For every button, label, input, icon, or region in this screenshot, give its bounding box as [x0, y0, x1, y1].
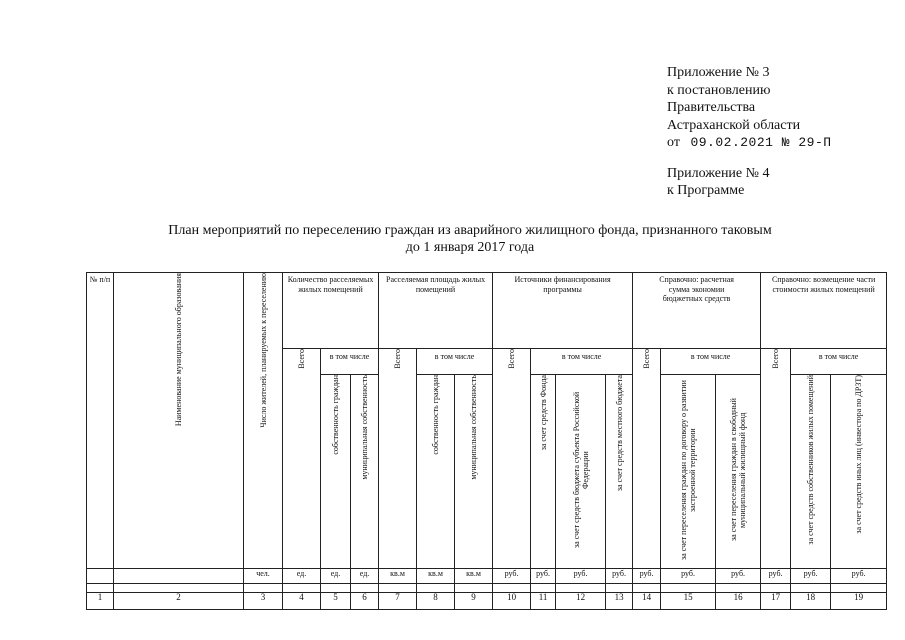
units-row [87, 568, 887, 583]
sources-subject-label: за счет средств бюджета субъекта Российской Федерации [571, 391, 590, 549]
count-in-total: в том числе [321, 349, 379, 375]
spacer-cell [417, 583, 455, 592]
unit-cell: руб. [556, 568, 606, 583]
unit-cell: руб. [661, 568, 716, 583]
appendix-line: Приложение № 3 [667, 65, 770, 80]
spacer-cell [321, 583, 351, 592]
spacer-cell [493, 583, 531, 592]
count-citizens [321, 375, 351, 569]
sources-in-total: в том числе [531, 349, 633, 375]
unit-cell: кв.м [417, 568, 455, 583]
sources-local-label: за счет средств местного бюджета [614, 375, 624, 492]
econ-total [633, 349, 661, 569]
column-number-cell: 19 [831, 592, 887, 609]
appendix-line: Приложение № 4 [667, 165, 770, 181]
sources-subject [556, 375, 606, 569]
unit-cell: ед. [321, 568, 351, 583]
column-number-cell: 5 [321, 592, 351, 609]
title-line: до 1 января 2017 года [405, 240, 535, 255]
econ-free-fund-label: за счет переселения граждан в свободный муниципальный жилищный фонд [729, 398, 748, 542]
unit-cell: кв.м [379, 568, 417, 583]
count-citizens-label: собственность граждан [331, 375, 340, 455]
column-number-cell: 15 [661, 592, 716, 609]
spacer-cell [633, 583, 661, 592]
column-number-cell: 1 [87, 592, 114, 609]
econ-in-total: в том числе [661, 349, 761, 375]
spacer-cell [351, 583, 379, 592]
appendix-line: к Программе [667, 183, 745, 198]
area-citizens-label: собственность граждан [431, 375, 441, 455]
column-number-cell: 2 [114, 592, 244, 609]
sources-fund [531, 375, 556, 569]
appendix-block [667, 64, 832, 200]
spacer-cell [716, 583, 761, 592]
econ-development-label: за счет переселения граждан по договору о развитии застроенной территории [679, 380, 698, 560]
resettlement-table [86, 272, 887, 610]
column-number-cell: 9 [455, 592, 493, 609]
refund-total [761, 349, 791, 569]
area-total-label: Всего [393, 349, 403, 369]
unit-cell: руб. [633, 568, 661, 583]
count-municipal-label: муниципальная собственность [360, 375, 370, 480]
area-in-total: в том числе [417, 349, 493, 375]
column-number-cell: 10 [493, 592, 531, 609]
column-number-cell: 3 [244, 592, 283, 609]
spacer-cell [283, 583, 321, 592]
column-number-cell: 18 [791, 592, 831, 609]
header-num: № п/п [87, 273, 114, 569]
spacer-cell [606, 583, 633, 592]
unit-cell: ед. [283, 568, 321, 583]
area-total [379, 349, 417, 569]
area-municipal [455, 375, 493, 569]
refund-other [831, 375, 887, 569]
unit-cell [87, 568, 114, 583]
unit-cell: ед. [351, 568, 379, 583]
column-number-cell: 16 [716, 592, 761, 609]
sources-local [606, 375, 633, 569]
unit-cell: руб. [606, 568, 633, 583]
date-stamp: 09.02.2021 № 29-П [690, 135, 832, 150]
spacer-cell [114, 583, 244, 592]
refund-total-label: Всего [771, 349, 781, 369]
refund-owners-label: за счет средств собственников жилых помещений [806, 375, 816, 545]
spacer-cell [455, 583, 493, 592]
group-area: Расселяемая площадь жилых помещений [379, 273, 493, 349]
column-numbers-row [87, 592, 887, 609]
area-citizens [417, 375, 455, 569]
header-municipality [114, 273, 244, 569]
count-total-label: Всего [297, 349, 306, 369]
column-number-cell: 14 [633, 592, 661, 609]
spacer-cell [244, 583, 283, 592]
unit-cell: руб. [791, 568, 831, 583]
column-number-cell: 12 [556, 592, 606, 609]
count-total [283, 349, 321, 569]
date-prefix: от [667, 135, 680, 150]
unit-cell: руб. [831, 568, 887, 583]
unit-cell: руб. [761, 568, 791, 583]
spacer-row [87, 583, 887, 592]
spacer-cell [87, 583, 114, 592]
unit-cell: руб. [716, 568, 761, 583]
sources-total [493, 349, 531, 569]
appendix-line: Правительства [667, 100, 756, 115]
column-number-cell: 13 [606, 592, 633, 609]
appendix-line: Астраханской области [667, 117, 801, 133]
column-number-cell: 8 [417, 592, 455, 609]
spacer-cell [831, 583, 887, 592]
column-number-cell: 17 [761, 592, 791, 609]
spacer-cell [531, 583, 556, 592]
econ-total-label: Всего [642, 349, 652, 369]
count-municipal [351, 375, 379, 569]
header-residents [244, 273, 283, 569]
group-economy: Справочно: расчетная сумма экономии бюджетных средств [633, 273, 761, 349]
refund-in-total: в том числе [791, 349, 887, 375]
spacer-cell [791, 583, 831, 592]
econ-development [661, 375, 716, 569]
sources-total-label: Всего [507, 349, 517, 369]
appendix-line: к постановлению [667, 82, 771, 98]
document-title [120, 222, 820, 256]
group-sources: Источники финансирования программы [493, 273, 633, 349]
unit-cell: кв.м [455, 568, 493, 583]
spacer-cell [661, 583, 716, 592]
column-number-cell: 4 [283, 592, 321, 609]
area-municipal-label: муниципальная собственность [469, 375, 479, 480]
header-municipality-label: Наименование муниципального образования [174, 273, 183, 427]
spacer-cell [556, 583, 606, 592]
group-count: Количество расселяемых жилых помещений [283, 273, 379, 349]
unit-cell: руб. [531, 568, 556, 583]
header-residents-label: Число жителей, планируемых к переселению [258, 273, 268, 428]
title-line: План мероприятий по переселению граждан из аварийного жилищного фонда, признанного таковым [168, 223, 772, 238]
refund-owners [791, 375, 831, 569]
column-number-cell: 7 [379, 592, 417, 609]
spacer-cell [761, 583, 791, 592]
spacer-cell [379, 583, 417, 592]
econ-free-fund [716, 375, 761, 569]
unit-cell [114, 568, 244, 583]
sources-fund-label: за счет средств Фонда [538, 375, 548, 451]
refund-other-label: за счет средств иных лиц (инвестора по ДРЗТ) [854, 375, 864, 534]
column-number-cell: 11 [531, 592, 556, 609]
column-number-cell: 6 [351, 592, 379, 609]
unit-cell: чел. [244, 568, 283, 583]
unit-cell: руб. [493, 568, 531, 583]
group-refund: Справочно: возмещение части стоимости жилых помещений [761, 273, 887, 349]
appendix-date-line [667, 134, 832, 152]
